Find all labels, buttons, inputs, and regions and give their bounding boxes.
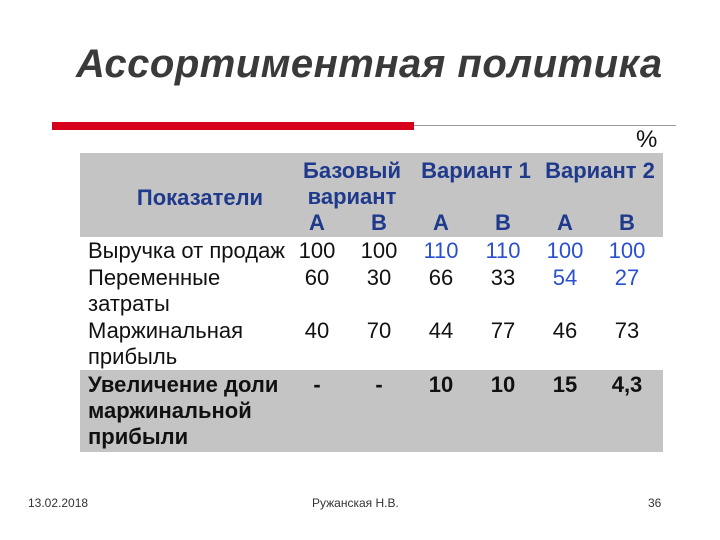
footer-date: 13.02.2018 [28,496,89,510]
header-variant2: Вариант 2 [545,158,655,183]
table-cell: 27 [614,265,640,290]
table-cell: 73 [614,318,640,343]
table-cell: - [313,372,321,397]
table-cell: 30 [366,265,392,290]
table-cell: 46 [552,318,578,343]
table-cell: 77 [490,318,516,343]
row-share-increase-label-line1: Увеличение доли [88,372,279,397]
table-cell: 110 [423,238,459,263]
row-margin-label-line2: прибыль [88,344,178,369]
table-cell: 66 [428,265,454,290]
table-cell: 4,3 [611,372,643,397]
table-cell: 100 [546,238,584,263]
row-revenue-label: Выручка от продаж [88,238,286,263]
table-cell: 40 [304,318,330,343]
header-base-line1: Базовый [303,158,401,183]
header-col-v1-b: В [495,210,511,235]
header-col-v2-a: А [557,210,573,235]
table-cell: 10 [490,372,516,397]
header-indicator: Показатели [136,185,264,210]
table-cell: 10 [428,372,454,397]
title-underline-red [52,122,414,130]
table-cell: 100 [608,238,646,263]
table-cell: 100 [298,238,336,263]
table-cell: 33 [490,265,516,290]
table-cell: 60 [304,265,330,290]
header-col-v1-a: А [433,210,449,235]
row-share-increase-label-line2: маржинальной [88,398,252,423]
row-margin-label-line1: Маржинальная [88,318,244,343]
header-col-v2-b: В [619,210,635,235]
row-variable-costs-label-line1: Переменные [88,265,221,290]
slide-title: Ассортиментная политика [76,42,663,86]
header-col-base-a: А [309,210,325,235]
table-cell: 15 [552,372,578,397]
table-cell: - [375,372,383,397]
table-cell: 100 [360,238,398,263]
unit-label: % [636,126,658,153]
table-cell: 110 [485,238,521,263]
footer-page-number: 36 [648,496,662,510]
table-cell: 44 [428,318,454,343]
table-cell: 70 [366,318,392,343]
table-cell: 54 [552,265,578,290]
row-share-increase-label-line3: прибыли [88,424,189,449]
header-base-line2: вариант [307,184,397,209]
header-variant1: Вариант 1 [421,158,531,183]
header-col-base-b: В [371,210,387,235]
footer-author: Ружанская Н.В. [312,496,399,510]
row-variable-costs-label-line2: затраты [88,291,170,316]
